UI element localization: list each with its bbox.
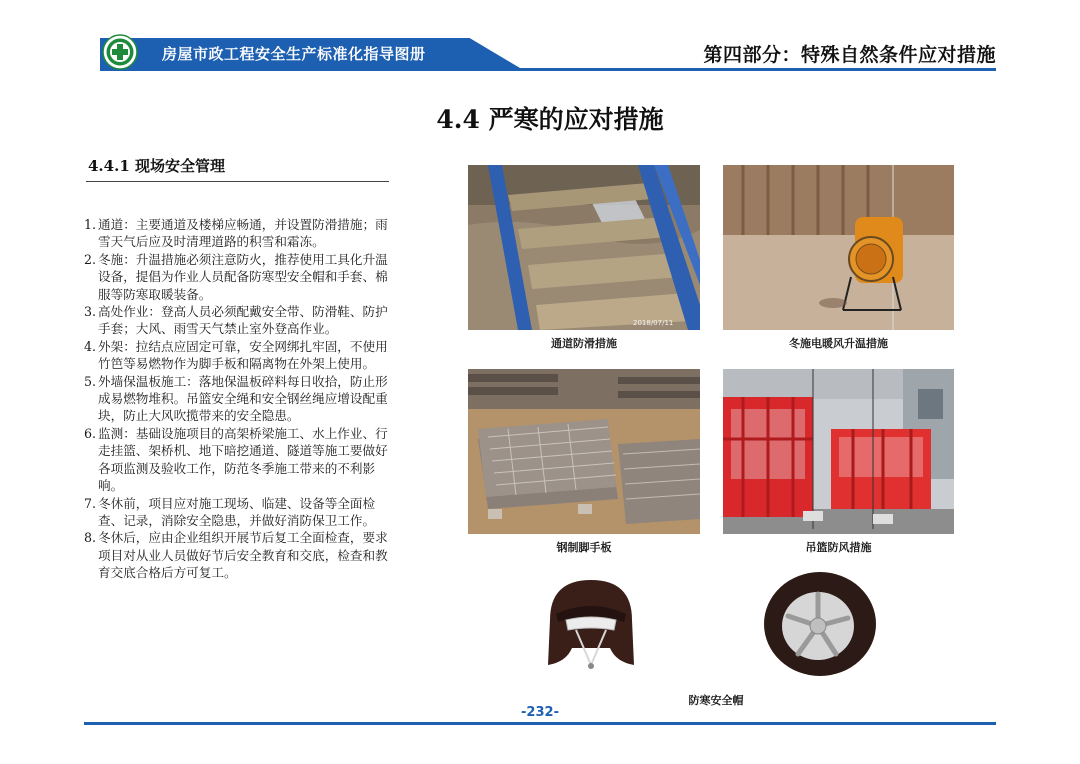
footer-rule [84, 722, 996, 725]
steel-scaffold-boards-photo [468, 369, 700, 534]
electric-heater-photo [723, 165, 954, 330]
cold-proof-helmet-top-photo [760, 568, 880, 680]
page-number: -232- [521, 705, 559, 720]
part-title: 第四部分：特殊自然条件应对措施 [703, 44, 996, 66]
stairs-anti-slip-photo [468, 165, 700, 330]
list-item: 6. 监测：基础设施项目的高架桥梁施工、水上作业、行走挂篮、架桥机、地下暗挖通道、隧道等施工要做好各项监测及验收工作，防范冬季施工带来的不利影响。 [84, 425, 388, 494]
subsection-title: 4.4.1 现场安全管理 [88, 157, 225, 175]
list-item: 4. 外架：拉结点应固定可靠，安全网绑扎牢固，不使用竹笆等易燃物作为脚手板和隔离物在外架上使用。 [84, 338, 388, 372]
list-item: 3. 高处作业：登高人员必须配戴安全带、防滑鞋、防护手套；大风、雨雪天气禁止室外登高作业。 [84, 304, 388, 337]
section-title: 4.4 严寒的应对措施 [436, 105, 664, 134]
list-item: 2. 冬施：升温措施必须注意防火，推荐使用工具化升温设备，提倡为作业人员配备防寒型安全帽和手套、棉服等防寒取暖装备。 [84, 251, 388, 302]
book-title: 房屋市政工程安全生产标准化指导图册 [162, 45, 426, 63]
cold-proof-helmet-front-photo [536, 570, 646, 680]
gondola-caption: 吊篮防风措施 [805, 541, 872, 554]
gondola-wind-protection-photo [723, 369, 954, 534]
list-item: 5. 外墙保温板施工：落地保温板碎料每日收拾，防止形成易燃物堆积。吊篮安全绳和安全钢丝绳应增设配重块，防止大风吹揽带来的安全隐患。 [84, 373, 388, 424]
list-item: 8. 冬休后，应由企业组织开展节后复工全面检查，要求项目对从业人员做好节后安全教育和交底，检查和教育交底合格后方可复工。 [84, 530, 388, 581]
heater-caption: 冬施电暖风升温措施 [789, 337, 888, 350]
subsection-rule [86, 181, 389, 182]
scaffold-caption: 钢制脚手板 [556, 541, 612, 554]
photo-timestamp: 2018/07/11 [633, 319, 674, 327]
header-rule [100, 68, 996, 71]
list-item: 7. 冬休前，项目应对施工现场、临建、设备等全面检查、记录，消除安全隐患，并做好消防保卫工作。 [84, 495, 376, 528]
measures-list [84, 216, 394, 582]
helmet-caption: 防寒安全帽 [688, 694, 744, 707]
list-item: 1. 通道：主要通道及楼梯应畅通，并设置防滑措施；雨雪天气后应及时清理道路的积雪和霜冻。 [84, 217, 388, 250]
safety-cross-logo-icon [102, 34, 138, 70]
stairs-caption: 通道防滑措施 [551, 337, 617, 350]
